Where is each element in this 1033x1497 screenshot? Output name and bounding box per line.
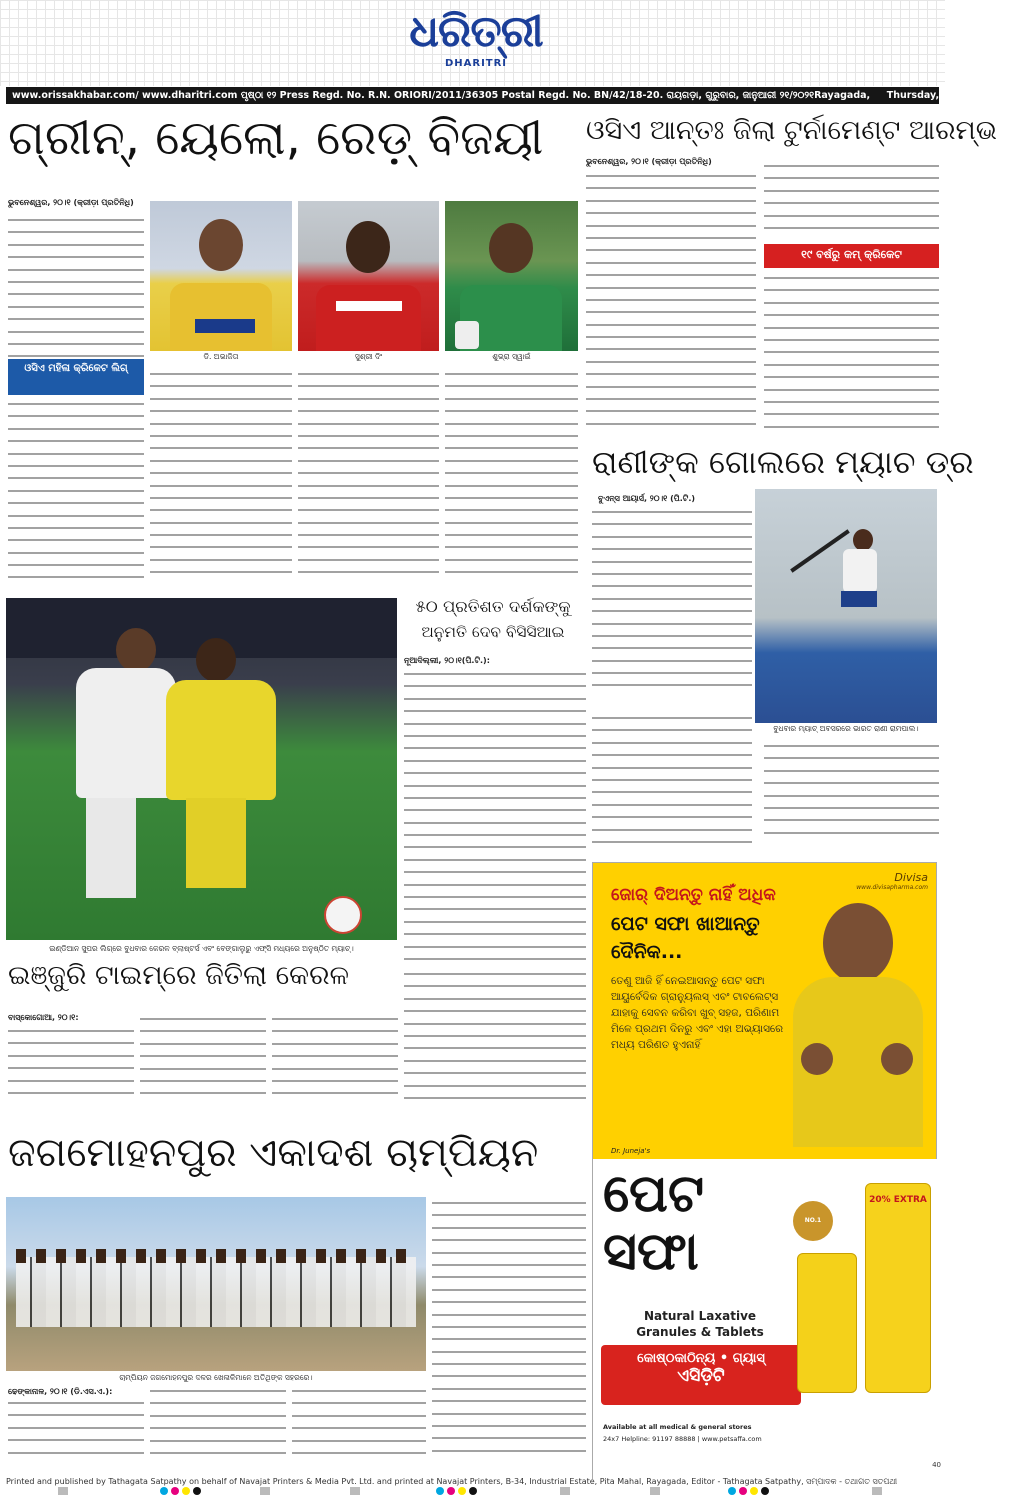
caption-player-2: ସୁଶ୍ରୀ ଦିଂ <box>354 352 383 361</box>
footer-imprint: Printed and published by Tathagata Satpathy on behalf of Navajat Printers & Media Pvt. Ltd. and printed at Navajat Printers, B-34, Industrial Estate, Pita Mahal, Rayagada, Editor - Tathagata Satpathy, ସମ୍ପାଦକ - ତଥାଗତ ସତପଥୀ <box>6 1477 898 1486</box>
registration-mark-6 <box>872 1487 882 1495</box>
registration-mark-1 <box>58 1487 68 1495</box>
story6-dateline: ଢେଙ୍କାନାଳ, ୨୦।୧ (ଡି.ଏସ.ଏ.): <box>8 1387 113 1396</box>
ad-line3: ଦୈନିକ... <box>611 941 683 963</box>
story2-col2-text <box>764 160 939 244</box>
ad-ailments-1: କୋଷ୍ଠକାଠିନ୍ୟ • ଗ୍ୟାସ୍ <box>637 1351 765 1366</box>
ad-extra: 20% EXTRA <box>869 1195 927 1205</box>
story2-col1-text <box>586 170 756 440</box>
dateline-left: www.orissakhabar.com/ www.dharitri.com ପୃଷ୍ଠା ୧୨ Press Regd. No. R.N. ORIORI/2011/36305 Postal Regd. No. BN/42/18-20. ରାୟଗଡ଼ା, ଗୁରୁବାର, ଜାନୁଆରୀ ୨୧/୨୦୨୧ <box>12 90 815 101</box>
dateline-bar <box>6 87 1033 104</box>
story5-col1-text <box>8 1025 134 1109</box>
story1-col4-text <box>445 368 578 590</box>
page-number: 40 <box>932 1461 941 1469</box>
ad-product: ପେଟ ସଫା <box>603 1164 704 1282</box>
rani-hockey-photo <box>755 489 937 723</box>
ad-headline: ଜୋର୍ ଦିଅନ୍ତୁ ନାହିଁ ଅଧିକ <box>611 885 776 905</box>
player-photo-2 <box>298 201 439 351</box>
story1-col2-text <box>150 368 292 590</box>
story4-dateline: ନୂଆଦିଲ୍ଲୀ, ୨୦।୧(ପି.ଟି.): <box>404 656 490 665</box>
story3-col2-text <box>764 740 939 848</box>
dateline-date: Thursday, January 21/ 2021 <box>886 90 1033 101</box>
ad-product-en-1: Natural Laxative <box>643 1309 757 1323</box>
story5-col3-text <box>272 1013 398 1109</box>
story5-dateline: ବାସ୍କୋଗୋଆ, ୨୦।୧: <box>8 1013 79 1022</box>
story2-headline: ଓସିଏ ଆନ୍ତଃ ଜିଲା ଟୁର୍ନାମେଣ୍ଟ ଆରମ୍ଭ <box>586 115 998 146</box>
ad-brand-url: www.divisapharma.com <box>856 884 928 891</box>
caption-football: ଇଣ୍ଡିଆନ ସୁପର ଲିଗ୍‌ରେ ବୁଧବାର କେରଳ ବ୍ଲାଷ୍ଟର୍ସ ଏବଂ ବେଙ୍ଗାଲୁରୁ ଏଫ୍‌ସି ମଧ୍ୟରେ ଅନୁଷ୍ଠିତ ମ୍ୟାଚ୍। <box>49 944 354 953</box>
registration-mark-2 <box>260 1487 270 1495</box>
ad-brand: Divisa <box>894 871 928 884</box>
story3-col1b-text <box>592 712 752 848</box>
registration-mark-5 <box>650 1487 660 1495</box>
story1-headline: ଗ୍ରୀନ୍, ୟେଲୋ, ରେଡ଼୍ ବିଜୟୀ <box>8 110 544 166</box>
story2-col2b-text <box>764 272 939 440</box>
story3-headline: ରାଣୀଙ୍କ ଗୋଲରେ ମ୍ୟାଚ ଡ୍ର <box>592 443 974 481</box>
story1-intro-text <box>8 214 144 358</box>
story1-tag: ଓସିଏ ମହିଳା କ୍ରିକେଟ ଲିଗ୍ <box>8 359 144 395</box>
story1-col1-text <box>8 398 144 590</box>
ad-ailments-2: ଏସିଡ଼ିଟି <box>677 1366 725 1386</box>
story4-col1b-text <box>404 968 586 1108</box>
story5-headline: ଇଞ୍ଜୁରି ଟାଇମ୍‌ରେ ଜିତିଲା କେରଳ <box>8 960 350 991</box>
color-registration-2 <box>436 1487 477 1495</box>
ad-availability: Available at all medical & general stores <box>603 1423 752 1431</box>
story2-tag: ୧୯ ବର୍ଷରୁ କମ୍ କ୍ରିକେଟ <box>764 244 939 268</box>
caption-team: ଚାମ୍ପିୟନ ଜଗମୋହନପୁର ଦଳର ଖେଳାଳିମାନେ ଅତିଥିଙ୍କ ସହରରେ। <box>119 1373 313 1382</box>
story6-col1-text <box>8 1397 144 1469</box>
ad-product-en-2: Granules & Tablets <box>636 1325 764 1339</box>
color-registration-3 <box>728 1487 769 1495</box>
petsaffa-advertisement[interactable] <box>592 862 937 1479</box>
story6-col4-text <box>432 1197 586 1469</box>
dateline-city: Rayagada, <box>814 90 871 101</box>
caption-rani: ବୁଧବାର ମ୍ୟାଚ୍ ଅବସରରେ ଭାରତ ରାଣୀ ରାମପାଲ। <box>773 724 919 733</box>
registration-mark-4 <box>560 1487 570 1495</box>
dharitri-logo <box>376 6 576 76</box>
story6-headline: ଜଗମୋହନପୁର ଏକାଦଶ ଚାମ୍ପିୟନ <box>8 1130 539 1176</box>
story6-col2-text <box>150 1385 286 1469</box>
registration-mark-3 <box>350 1487 360 1495</box>
ad-line2: ପେଟ ସଫା ଖାଆନ୍ତୁ <box>611 913 760 935</box>
caption-player-3: ଶୁଭ୍ରା ସ୍ୱାଇଁ <box>492 352 531 361</box>
story6-col3-text <box>292 1385 426 1469</box>
ad-maker: Dr. Juneja's <box>611 1147 651 1155</box>
story4-col1-text <box>404 668 586 968</box>
football-match-photo <box>6 598 397 940</box>
team-photo <box>6 1197 426 1371</box>
story4-headline-2: ଅନୁମତି ଦେବ ବିସିସିଆଇ <box>421 623 565 641</box>
logo-text: ଧରିତ୍ରୀ <box>409 6 543 57</box>
ad-helpline: 24x7 Helpline: 91197 88888 | www.petsaffa.com <box>603 1435 762 1443</box>
caption-player-1: ଡି. ଅଭାଜିତା <box>203 352 239 361</box>
ad-badge: NO.1 <box>793 1201 833 1241</box>
masthead <box>0 0 945 86</box>
story1-col3-text <box>298 368 439 590</box>
player-photo-3 <box>445 201 578 351</box>
story3-dateline: ବୁଏନ୍ସ ଆୟାର୍ସ, ୨୦।୧ (ପି.ଟି.) <box>598 494 696 503</box>
ad-body: ତେଣୁ ଆଜି ହିଁ ନେଇଆସନ୍ତୁ ପେଟ ସଫା ଆୟୁର୍ବେଦିକ ଗ୍ରାନ୍ୟୁଲସ୍ ଏବଂ ଟାବଲେଟ୍‌ସ ଯାହାକୁ ସେବନ କରିବା ଖୁବ୍ ସହଜ, ପରିଣାମ ମିଳେ ପ୍ରଥମ ଦିନରୁ ଏବଂ ଏହା ଅଭ୍ୟାସରେ ମଧ୍ୟ ପରିଣତ ହୁଏନାହିଁ <box>611 975 784 1051</box>
player-photo-1 <box>150 201 292 351</box>
color-registration-1 <box>160 1487 201 1495</box>
story5-col2-text <box>140 1013 266 1109</box>
story4-headline-1: ୫୦ ପ୍ରତିଶତ ଦର୍ଶକଙ୍କୁ <box>415 597 571 616</box>
logo-subtitle: DHARITRI <box>444 58 508 69</box>
story3-col1-text <box>592 506 752 702</box>
story1-dateline: ଭୁବନେଶ୍ୱର, ୨୦।୧ (କ୍ରୀଡ଼ା ପ୍ରତିନିଧି) <box>8 198 134 207</box>
story2-dateline: ଭୁବନେଶ୍ୱର, ୨୦।୧ (କ୍ରୀଡ଼ା ପ୍ରତିନିଧି) <box>586 157 712 166</box>
